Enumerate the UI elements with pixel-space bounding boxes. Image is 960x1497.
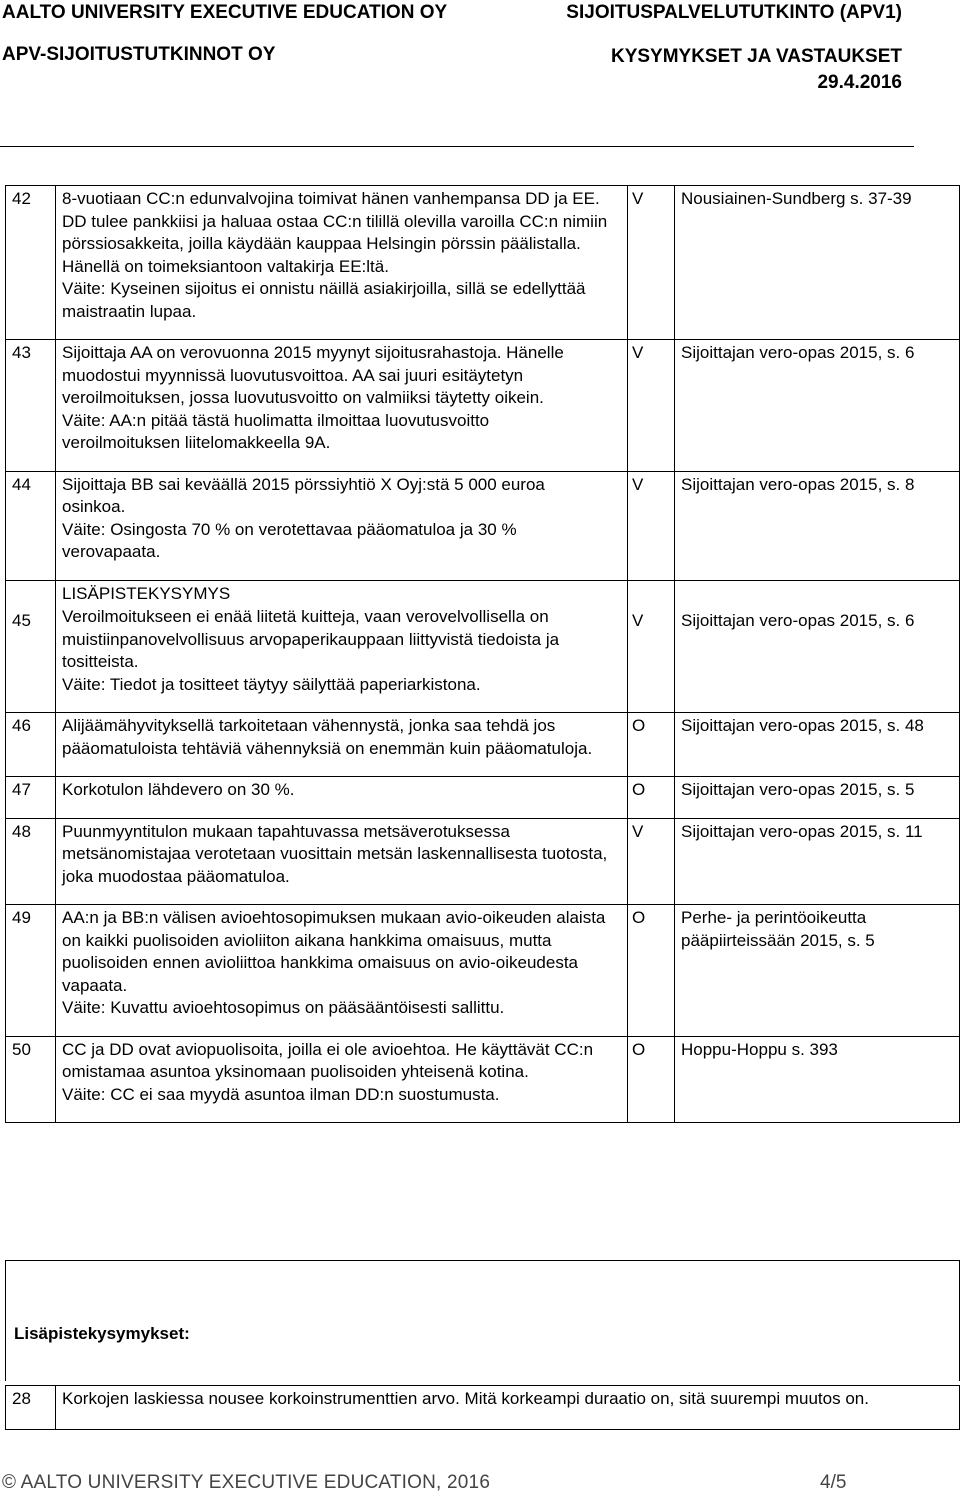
answer-source: Sijoittajan vero-opas 2015, s. 11	[675, 818, 960, 905]
answer-source: Sijoittajan vero-opas 2015, s. 5	[675, 777, 960, 819]
answer-source: Perhe- ja perintöoikeutta pääpiirteissään 2015, s. 5	[675, 905, 960, 1037]
extra-question-label: LISÄPISTEKYSYMYS	[62, 583, 231, 603]
claim-text: Väite: Osingosta 70 % on verotettavaa pääomatuloa ja 30 % verovapaata.	[62, 519, 517, 561]
question-number: 45	[6, 580, 56, 713]
answer-value: V	[628, 580, 675, 713]
empty-box	[5, 1260, 960, 1381]
question-line: Veroilmoitukseen ei enää liitetä kuitteja, vaan verovelvollisella on muistiinpanovelvollisuus arvopaperikauppaan liittyvistä tiedoista ja tositteista.	[62, 607, 560, 671]
question-number: 46	[6, 713, 56, 777]
question-text	[56, 777, 628, 819]
answer-value: O	[628, 713, 675, 777]
question-text	[56, 471, 628, 580]
question-number: 48	[6, 818, 56, 905]
question-line: Alijäämähyvityksellä tarkoitetaan vähennystä, jonka saa tehdä jos pääomatuloista tehtäviä vähennyksiä on enemmän kuin pääomatuloja.	[62, 716, 593, 758]
table-row	[6, 1036, 960, 1123]
question-text	[56, 580, 628, 713]
claim-text: Väite: CC ei saa myydä asuntoa ilman DD:n suostumusta.	[62, 1084, 500, 1104]
answer-source: Hoppu-Hoppu s. 393	[675, 1036, 960, 1123]
question-text	[56, 818, 628, 905]
question-line: AA:n ja BB:n välisen avioehtosopimuksen mukaan avio-oikeuden alaista on kaikki puolisoiden avioliiton aikana hankkima omaisuus, mutta puolisoiden ennen avioliittoa hankkima omaisuus on avio-oikeudesta vapaata.	[62, 908, 606, 995]
answer-value: O	[628, 777, 675, 819]
answer-source: Sijoittajan vero-opas 2015, s. 48	[675, 713, 960, 777]
question-line: Sijoittaja AA on verovuonna 2015 myynyt sijoitusrahastoja. Hänelle muodostui myynnissä luovutusvoittoa. AA sai juuri esitäytetyn veroilmoituksen, jossa luovutusvoitto on valmiiksi täytetty oikein.	[62, 343, 564, 407]
questions-table	[5, 185, 960, 1123]
extra-questions-table	[5, 1385, 960, 1430]
table-row	[6, 777, 960, 819]
question-text	[56, 713, 628, 777]
question-number: 47	[6, 777, 56, 819]
question-number: 44	[6, 471, 56, 580]
table-row	[6, 1386, 960, 1430]
header-exam-title: SIJOITUSPALVELUTUTKINTO (APV1)	[566, 2, 902, 23]
table-row	[6, 818, 960, 905]
header-date: 29.4.2016	[817, 72, 902, 93]
answer-value: O	[628, 905, 675, 1037]
answer-value: V	[628, 471, 675, 580]
question-text: Korkojen laskiessa nousee korkoinstrumenttien arvo. Mitä korkeampi duraatio on, sitä suurempi muutos on.	[56, 1386, 960, 1430]
answer-source: Sijoittajan vero-opas 2015, s. 8	[675, 471, 960, 580]
table-row	[6, 580, 960, 713]
answer-value: O	[628, 1036, 675, 1123]
question-text	[56, 1036, 628, 1123]
claim-text: Väite: Kuvattu avioehtosopimus on pääsääntöisesti sallittu.	[62, 998, 505, 1017]
question-number: 49	[6, 905, 56, 1037]
claim-text: Väite: Kyseinen sijoitus ei onnistu näillä asiakirjoilla, sillä se edellyttää maistraatin lupaa.	[62, 279, 586, 321]
table-row	[6, 340, 960, 472]
header-document-title: KYSYMYKSET JA VASTAUKSET	[610, 46, 902, 67]
extra-section-title: Lisäpistekysymykset:	[14, 1324, 190, 1343]
answer-source: Sijoittajan vero-opas 2015, s. 6	[675, 580, 960, 713]
table-row	[6, 713, 960, 777]
question-line: Sijoittaja BB sai keväällä 2015 pörssiyhtiö X Oyj:stä 5 000 euroa osinkoa.	[62, 474, 545, 516]
header-divider	[0, 146, 914, 147]
question-number: 43	[6, 340, 56, 472]
answer-source: Sijoittajan vero-opas 2015, s. 6	[675, 340, 960, 472]
answer-source: Nousiainen-Sundberg s. 37-39	[675, 186, 960, 340]
header-suborganization: APV-SIJOITUSTUTKINNOT OY	[2, 44, 276, 65]
question-line: CC ja DD ovat aviopuolisoita, joilla ei ole avioehtoa. He käyttävät CC:n omistamaa asuntoa yksinomaan puolisoiden yhteisenä kotina.	[62, 1039, 594, 1081]
question-line: 8-vuotiaan CC:n edunvalvojina toimivat hänen vanhempansa DD ja EE. DD tulee pankkiisi ja haluaa ostaa CC:n tilillä olevilla varoilla CC:n nimiin pörssiosakkeita, joilla käydään kauppaa Helsingin pörssin päälistalla. Hänellä on toimeksiantoon valtakirja EE:ltä.	[62, 189, 608, 276]
header-organization: AALTO UNIVERSITY EXECUTIVE EDUCATION OY	[2, 2, 448, 23]
question-number: 42	[6, 186, 56, 340]
footer-page-number: 4/5	[820, 1472, 847, 1493]
claim-text: Väite: AA:n pitää tästä huolimatta ilmoittaa luovutusvoitto veroilmoituksen liitelomakkeella 9A.	[62, 410, 490, 452]
table-row	[6, 905, 960, 1037]
question-text	[56, 186, 628, 340]
answer-value: V	[628, 818, 675, 905]
question-number: 50	[6, 1036, 56, 1123]
claim-text: Väite: Tiedot ja tositteet täytyy säilyttää paperiarkistona.	[62, 674, 481, 694]
table-row	[6, 186, 960, 340]
table-row	[6, 471, 960, 580]
question-number: 28	[6, 1386, 56, 1430]
question-text	[56, 905, 628, 1037]
answer-value: V	[628, 186, 675, 340]
footer-copyright: © AALTO UNIVERSITY EXECUTIVE EDUCATION, 2016	[2, 1472, 491, 1493]
question-text	[56, 340, 628, 472]
answer-value: V	[628, 340, 675, 472]
question-line: Korkotulon lähdevero on 30 %.	[62, 780, 295, 799]
question-line: Puunmyyntitulon mukaan tapahtuvassa metsäverotuksessa metsänomistajaa verotetaan vuosittain metsän laskennallisesta tuotosta, joka muodostaa pääomatuloa.	[62, 821, 608, 886]
